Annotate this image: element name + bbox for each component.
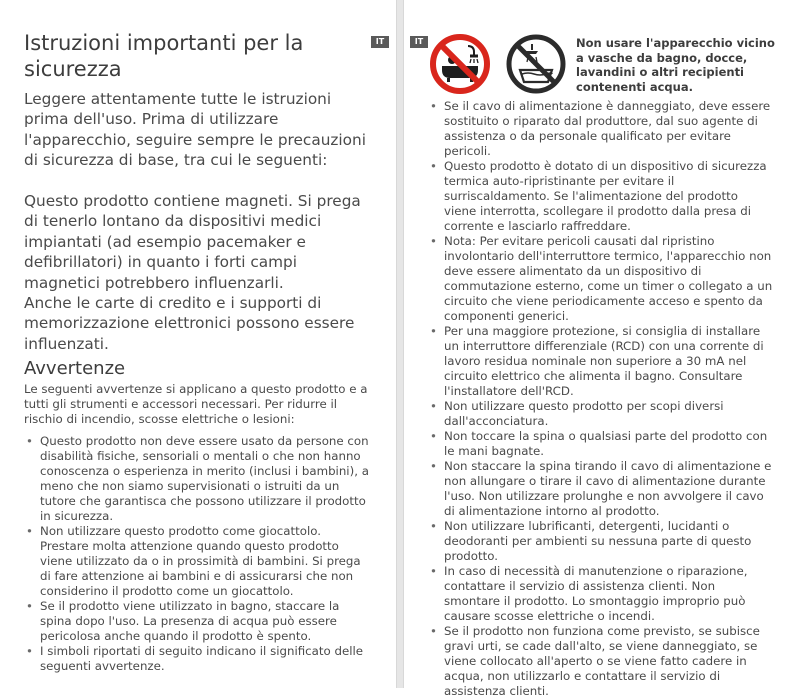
list-item: • Per una maggiore protezione, si consiglia di installare un interruttore differenziale (RCD) con una corrente di lavoro residua nominale non superiore a 30 mA nel circuito elettrico che alimenta il bagno. Consultare l'installatore dell'RCD. [428,324,773,399]
list-item: • Se il prodotto viene utilizzato in bagno, staccare la spina dopo l'uso. La presenza di acqua può essere pericolosa anche quando il prodotto è spento. [24,599,369,644]
list-item: • Non utilizzare questo prodotto come giocattolo. Prestare molta attenzione quando questo prodotto viene utilizzato da o in prossimità di bambini. Si prega di fare attenzione ai bambini e di assicurarsi che non considerino il prodotto come un giocattolo. [24,524,369,599]
list-item: • Questo prodotto è dotato di un dispositivo di sicurezza termica auto-ripristinante per evitare il surriscaldamento. Se l'alimentazione del prodotto viene interrotta, scollegare il prodotto dalla presa di corrente e lasciarlo raffreddare. [428,159,773,234]
list-item: • Non utilizzare lubrificanti, detergenti, lucidanti o deodoranti per ambienti su nessuna parte di questo prodotto. [428,519,773,564]
list-item: • Non toccare la spina o qualsiasi parte del prodotto con le mani bagnate. [428,429,773,459]
page-gutter [396,0,404,688]
left-page [0,0,396,688]
no-shower-basin-icon [506,34,566,94]
left-warning-list [24,434,369,674]
list-item: • Questo prodotto non deve essere usato da persone con disabilità fisiche, sensoriali o mentali o che non hanno conoscenza o esperienza in merito (inclusi i bambini), a meno che non siamo supervisionati o istruiti da un tutore che garantisca che possono utilizzare il prodotto in sicurezza. [24,434,369,524]
water-warning-notice: Non usare l'apparecchio vicino a vasche da bagno, docce, lavandini o altri recipienti contenenti acqua. [576,36,775,94]
warnings-heading: Avvertenze [24,358,126,379]
language-tag-left: IT [371,36,389,48]
warnings-intro: Le seguenti avvertenze si applicano a questo prodotto e a tutti gli strumenti e accessori necessari. Per ridurre il rischio di incendio, scosse elettriche o lesioni: [24,382,368,426]
no-bathtub-icon [430,34,490,94]
list-item: • Nota: Per evitare pericoli causati dal ripristino involontario dell'interruttore termico, l'apparecchio non deve essere alimentato da un dispositivo di commutazione esterno, come un timer o collegato a un circuito che viene periodicamente acceso e spento da componenti generici. [428,234,773,324]
language-tag-right: IT [410,36,428,48]
intro-paragraph: Leggere attentamente tutte le istruzioni prima dell'uso. Prima di utilizzare l'apparecchio, seguire sempre le precauzioni di sicurezza di base, tra cui le seguenti: [24,90,366,170]
list-item: • I simboli riportati di seguito indicano il significato delle seguenti avvertenze. [24,644,369,674]
right-warning-list [428,99,773,699]
page-title: Istruzioni importanti per la sicurezza [24,31,304,81]
magnet-warning [24,191,369,354]
magnet-line-2: Anche le carte di credito e i supporti di memorizzazione elettronici possono essere influenzati. [24,294,355,353]
list-item: • Se il cavo di alimentazione è danneggiato, deve essere sostituito o riparato dal produttore, dal suo agente di assistenza o da personale qualificato per evitare pericoli. [428,99,773,159]
list-item: • Se il prodotto non funziona come previsto, se subisce gravi urti, se cade dall'alto, se viene danneggiato, se viene collocato all'aperto o se viene fatto cadere in acqua, non utilizzarlo e contattare il servizio di assistenza clienti. [428,624,773,699]
list-item: • Non utilizzare questo prodotto per scopi diversi dall'acconciatura. [428,399,773,429]
list-item: • In caso di necessità di manutenzione o riparazione, contattare il servizio di assistenza clienti. Non smontare il prodotto. Lo smontaggio improprio può causare scosse elettriche o incendi. [428,564,773,624]
list-item: • Non staccare la spina tirando il cavo di alimentazione e non allungare o tirare il cavo di alimentazione durante l'uso. Non utilizzare prolunghe e non avvolgere il cavo di alimentazione intorno al prodotto. [428,459,773,519]
magnet-line-1: Questo prodotto contiene magneti. Si prega di tenerlo lontano da dispositivi medici impiantati (ad esempio pacemaker e defibrillatori) in quanto i forti campi magnetici potrebbero influenzarli. [24,192,361,292]
